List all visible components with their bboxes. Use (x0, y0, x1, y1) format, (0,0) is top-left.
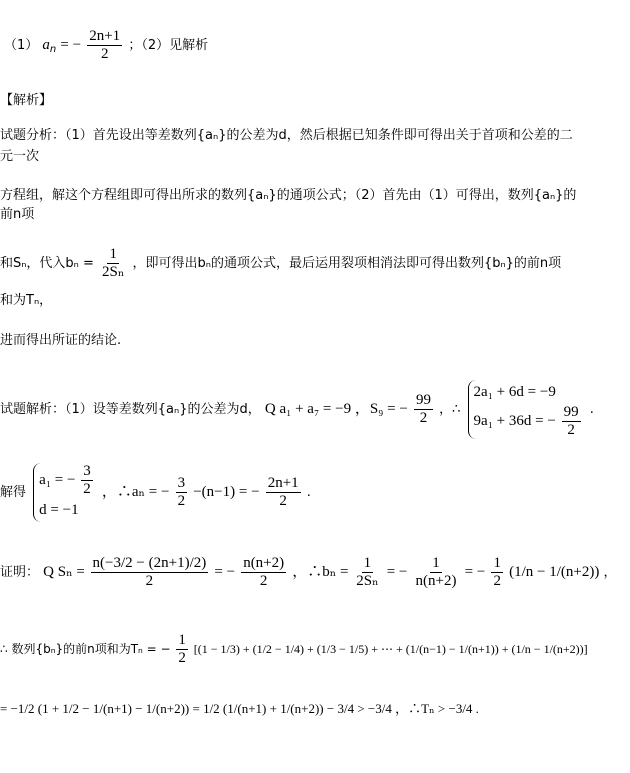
sum-pre: ∴ 数列{bₙ}的前n项和为Tₙ = − (0, 642, 171, 656)
answer-a-symbol: a (42, 37, 50, 53)
solution-s9-fraction (414, 392, 433, 427)
answer-line (4, 28, 208, 63)
analysis-line-1: 试题分析：（1）首先设出等差数列{aₙ}的公差为d，然后根据已知条件即可得出关于首项和公差的二 (0, 128, 573, 143)
solution-equation-2-numerator: 99 (563, 404, 579, 420)
result-line (0, 463, 311, 522)
sum-line (0, 632, 588, 667)
result-fraction-1-denominator: 2 (177, 493, 186, 509)
proof-eq3: = − (386, 564, 408, 580)
sum-half-numerator: 1 (178, 632, 186, 648)
proof-fraction-3 (414, 555, 459, 590)
analysis-line-3 (0, 246, 561, 281)
answer-fraction (87, 28, 122, 63)
proof-fraction-2-numerator: n(n+2) (243, 555, 285, 571)
sum-half-fraction (176, 632, 188, 667)
proof-fraction-2-denominator: 2 (259, 573, 268, 589)
result-d: d = −1 (39, 502, 79, 518)
answer-part2: ；（2）见解析 (128, 38, 209, 53)
proof-end: ， (603, 565, 617, 580)
solution-therefore: ，∴ (439, 402, 461, 417)
solution-equation-1: 2a₁ + 6d = −9 (473, 384, 556, 400)
analysis-heading: 【解析】 (0, 93, 53, 108)
result-a1 (39, 463, 95, 498)
result-label: 解得 (0, 485, 27, 500)
answer-fraction-numerator: 2n+1 (89, 28, 121, 44)
proof-fraction-4 (491, 555, 503, 590)
result-tail-mid: −(n−1) = − (193, 484, 260, 500)
solution-s9-denominator: 2 (419, 410, 428, 426)
analysis-line-3-post: ，即可得出bₙ的通项公式，最后运用裂项相消法即可得出数列{bₙ}的前n项 (132, 256, 562, 271)
answer-fraction-denominator: 2 (100, 46, 109, 62)
proof-b-denominator: 2Sₙ (356, 573, 379, 589)
result-a1-fraction (81, 463, 93, 498)
proof-b-numerator: 1 (363, 555, 372, 571)
analysis-line-2: 方程组，解这个方程组即可得出所求的数列{aₙ}的通项公式；（2）首先由（1）可得出，数列{aₙ}的 (0, 188, 577, 203)
proof-eq2: = − (214, 564, 236, 580)
sum-half-denominator: 2 (178, 650, 186, 666)
solution-equation-system (468, 380, 583, 439)
result-fraction-1-numerator: 3 (177, 475, 186, 491)
solution-equation-2-denominator: 2 (567, 422, 575, 438)
analysis-line-1b: 元一次 (0, 149, 40, 164)
solution-s9-numerator: 99 (415, 392, 431, 408)
result-fraction-2 (266, 475, 301, 510)
solution-intro: 试题解析：（1）设等差数列{aₙ}的公差为d， (0, 402, 261, 417)
proof-label: 证明： (0, 565, 40, 580)
result-end: . (306, 485, 311, 500)
sum-body: [(1 − 1/3) + (1/2 − 1/4) + (1/3 − 1/5) + ⋯ + (1/(n−1) − 1/(n+1)) + (1/n − 1/(n+2))] (193, 642, 588, 656)
solution-condition: Q a₁ + a₇ = −9 ，S₉ = − (264, 401, 408, 417)
proof-b-pre: ，∴bₙ = (292, 564, 353, 580)
result-a1-pre: a₁ = − (39, 471, 76, 488)
proof-eq4: = − (464, 564, 486, 580)
answer-a-subscript: n (49, 44, 57, 55)
solution-equation-2-pre: 9a₁ + 36d = − (473, 412, 556, 429)
analysis-b-fraction-numerator: 1 (109, 246, 117, 262)
analysis-b-fraction-denominator: 2Sₙ (102, 264, 125, 280)
result-fraction-2-numerator: 2n+1 (267, 475, 299, 491)
proof-line (0, 555, 616, 590)
result-a1-denominator: 2 (83, 481, 91, 497)
result-fraction-1 (176, 475, 188, 510)
result-fraction-2-denominator: 2 (279, 493, 287, 509)
analysis-line-5: 进而得出所证的结论. (0, 333, 122, 348)
analysis-line-3-pre: 和Sₙ，代入bₙ = (0, 256, 99, 271)
proof-fraction-4-numerator: 1 (493, 555, 501, 571)
proof-fraction-3-numerator: 1 (432, 555, 440, 571)
result-tail-pre: ，∴aₙ = − (101, 484, 170, 500)
answer-part1-label: （1） (4, 38, 39, 53)
analysis-b-fraction (100, 246, 126, 281)
result-system (33, 463, 95, 522)
proof-sn-numerator: n(−3/2 − (2n+1)/2) (92, 555, 207, 571)
solution-equation-2-fraction (562, 404, 581, 439)
proof-b-fraction (354, 555, 380, 590)
proof-sn-denominator: 2 (145, 573, 154, 589)
analysis-line-2b: 前n项 (0, 207, 35, 222)
proof-fraction-4-denominator: 2 (493, 573, 501, 589)
solution-equation-2 (474, 404, 583, 439)
analysis-line-4: 和为Tₙ， (0, 293, 53, 308)
solution-end: . (589, 402, 594, 417)
final-line: = −1/2 (1 + 1/2 − 1/(n+1) − 1/(n+2)) = 1/2 (1/(n+1) + 1/(n+2)) − 3/4 > −3/4 ，∴Tₙ > −3/4 . (0, 701, 479, 716)
proof-sn-fraction (91, 555, 209, 590)
proof-paren: (1/n − 1/(n+2)) (509, 564, 600, 580)
answer-equals: = − (60, 37, 82, 53)
proof-fraction-2 (241, 555, 286, 590)
proof-fraction-3-denominator: n(n+2) (415, 573, 457, 589)
solution-line (0, 380, 594, 439)
result-a1-numerator: 3 (83, 463, 91, 479)
proof-sn: Q Sₙ = (43, 564, 89, 580)
